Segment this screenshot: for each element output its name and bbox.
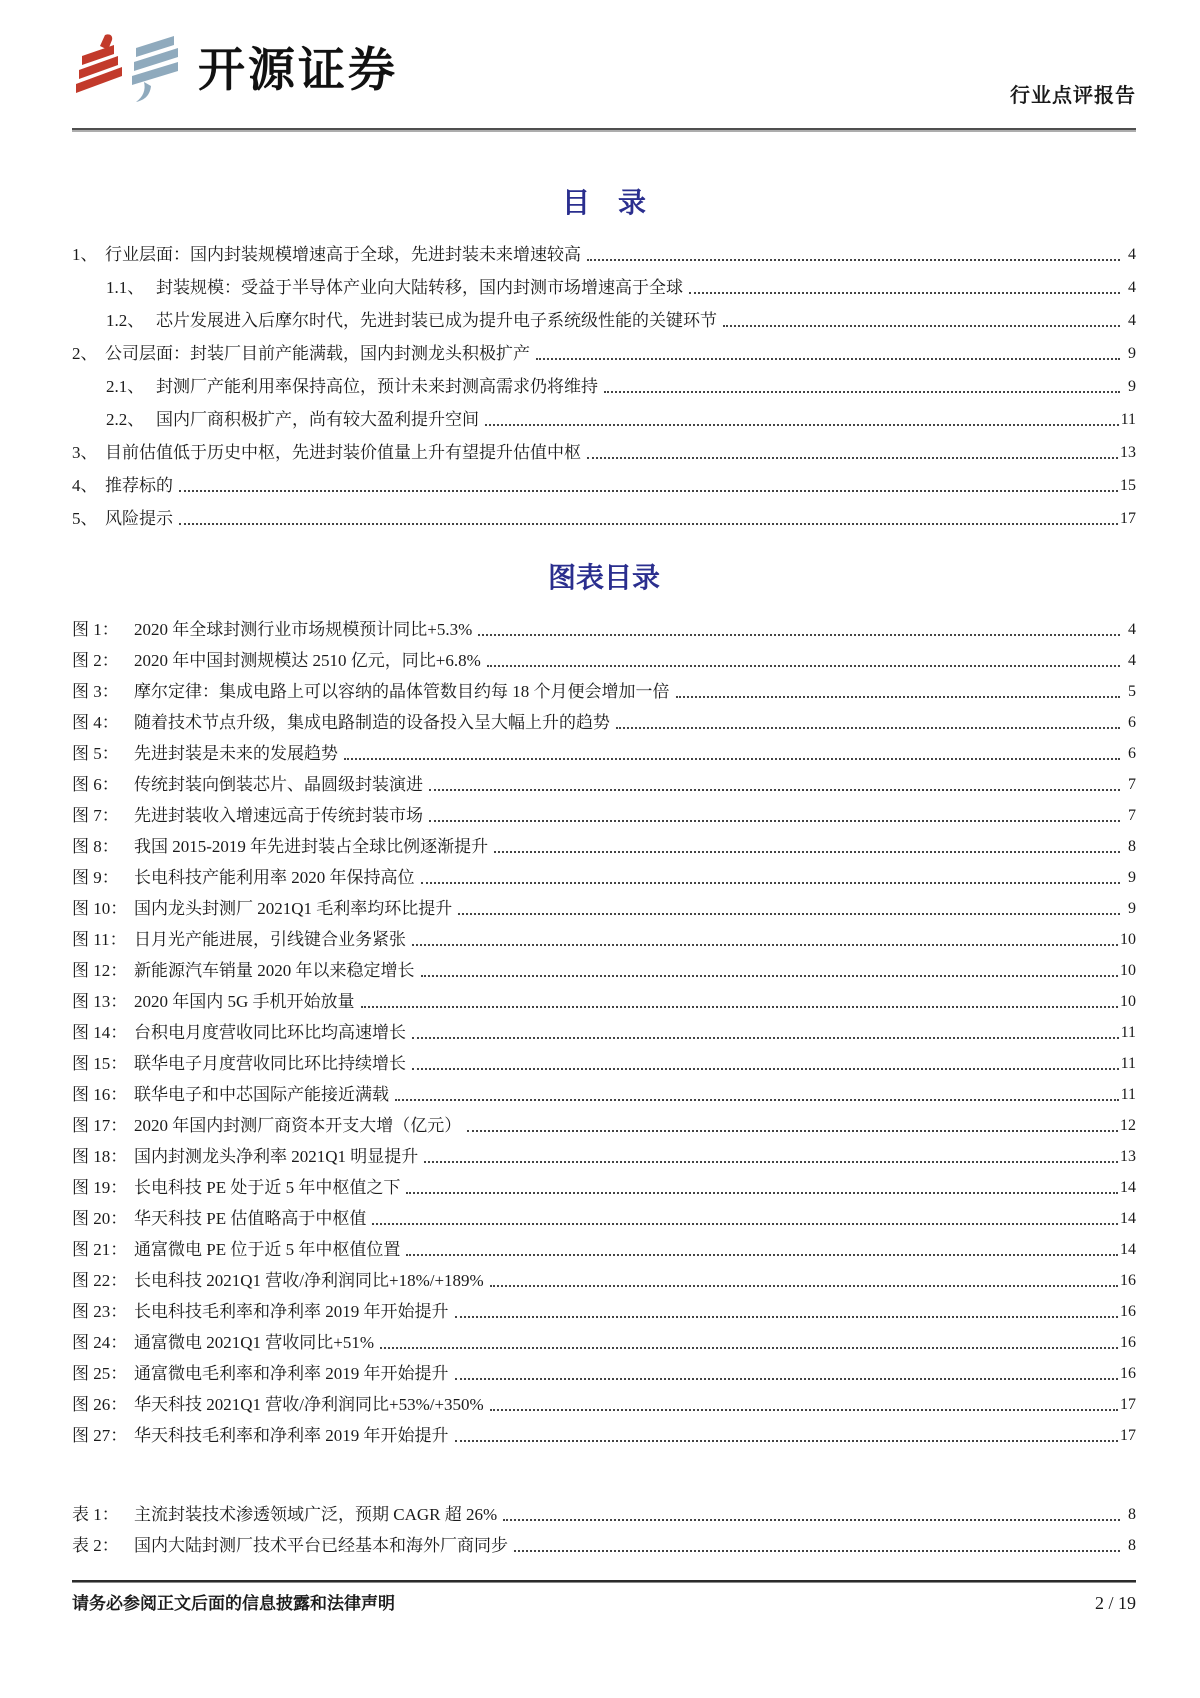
entry-label: 随着技术节点升级，集成电路制造的设备投入呈大幅上升的趋势: [134, 713, 610, 732]
entry-page-number: 11: [1120, 1086, 1136, 1103]
entry-number: 1、: [72, 245, 98, 264]
entry-label: 国内厂商积极扩产，尚有较大盈利提升空间: [156, 410, 479, 429]
entry-page-number: 10: [1120, 931, 1136, 948]
figure-list: [72, 619, 1136, 1446]
entry-page-number: 10: [1120, 962, 1136, 979]
figure-entry[interactable]: [72, 991, 1136, 1012]
entry-page-number: 17: [1120, 1396, 1136, 1413]
entry-number: 图 14：: [72, 1023, 128, 1042]
entry-label: 日月光产能进展，引线键合业务紧张: [134, 930, 406, 949]
dot-leader: [179, 523, 1118, 525]
table-entry[interactable]: [72, 1535, 1136, 1556]
entry-number: 图 19：: [72, 1178, 128, 1197]
dot-leader: [406, 1192, 1118, 1194]
figure-entry[interactable]: [72, 1177, 1136, 1198]
entry-label: 华天科技 2021Q1 营收/净利润同比+53%/+350%: [134, 1395, 484, 1414]
brand-name: 开源证券: [198, 43, 398, 96]
toc-entry[interactable]: [72, 343, 1136, 364]
table-entry[interactable]: [72, 1504, 1136, 1525]
dot-leader: [344, 758, 1120, 760]
figure-entry[interactable]: [72, 619, 1136, 640]
entry-page-number: 6: [1128, 714, 1136, 731]
figure-entry[interactable]: [72, 898, 1136, 919]
entry-label: 国内大陆封测厂技术平台已经基本和海外厂商同步: [134, 1536, 508, 1555]
entry-number: 4、: [72, 476, 98, 495]
entry-label: 联华电子月度营收同比环比持续增长: [134, 1054, 406, 1073]
figure-entry[interactable]: [72, 1394, 1136, 1415]
entry-label: 我国 2015-2019 年先进封装占全球比例逐渐提升: [134, 837, 489, 856]
entry-page-number: 16: [1120, 1303, 1136, 1320]
figure-entry[interactable]: [72, 836, 1136, 857]
figure-entry[interactable]: [72, 1270, 1136, 1291]
toc-entry[interactable]: [72, 442, 1136, 463]
dot-leader: [421, 882, 1121, 884]
entry-label: 行业层面：国内封装规模增速高于全球，先进封装未来增速较高: [105, 245, 581, 264]
entry-label: 2020 年国内封测厂商资本开支大增（亿元）: [134, 1116, 462, 1135]
dot-leader: [723, 325, 1120, 327]
entry-number: 2.2、: [106, 410, 145, 429]
toc-heading: 目 录: [561, 188, 646, 219]
dot-leader: [455, 1316, 1119, 1318]
entry-page-number: 17: [1120, 510, 1136, 527]
entry-label: 长电科技毛利率和净利率 2019 年开始提升: [134, 1302, 449, 1321]
dot-leader: [412, 944, 1118, 946]
entry-number: 图 8：: [72, 837, 119, 856]
toc-entry[interactable]: [72, 277, 1136, 298]
dot-leader: [179, 490, 1118, 492]
entry-number: 图 15：: [72, 1054, 128, 1073]
entry-label: 华天科技毛利率和净利率 2019 年开始提升: [134, 1426, 449, 1445]
toc-entry[interactable]: [72, 244, 1136, 265]
dot-leader: [424, 1161, 1118, 1163]
entry-number: 图 2：: [72, 651, 119, 670]
entry-number: 图 4：: [72, 713, 119, 732]
entry-page-number: 7: [1128, 807, 1136, 824]
entry-number: 图 20：: [72, 1209, 128, 1228]
entry-number: 图 1：: [72, 620, 119, 639]
entry-number: 图 26：: [72, 1395, 128, 1414]
entry-number: 1.1、: [106, 278, 145, 297]
entry-number: 图 13：: [72, 992, 128, 1011]
entry-number: 5、: [72, 509, 98, 528]
entry-page-number: 9: [1128, 869, 1136, 886]
entry-label: 先进封装收入增速远高于传统封装市场: [134, 806, 423, 825]
entry-page-number: 11: [1120, 1055, 1136, 1072]
entry-number: 图 11：: [72, 930, 127, 949]
figure-entry[interactable]: [72, 1084, 1136, 1105]
entry-label: 通富微电 2021Q1 营收同比+51%: [134, 1333, 375, 1352]
entry-page-number: 13: [1120, 1148, 1136, 1165]
entry-label: 2020 年全球封测行业市场规模预计同比+5.3%: [134, 620, 473, 639]
entry-label: 国内龙头封测厂 2021Q1 毛利率均环比提升: [134, 899, 453, 918]
entry-number: 图 17：: [72, 1116, 128, 1135]
figures-heading: 图表目录: [547, 563, 660, 594]
entry-number: 2.1、: [106, 377, 145, 396]
entry-number: 图 12：: [72, 961, 128, 980]
dot-leader: [361, 1006, 1118, 1008]
figure-entry[interactable]: [72, 1115, 1136, 1136]
entry-label: 2020 年国内 5G 手机开始放量: [134, 992, 355, 1011]
brand-logo: [72, 34, 398, 106]
entry-page-number: 7: [1128, 776, 1136, 793]
entry-number: 图 16：: [72, 1085, 128, 1104]
entry-page-number: 4: [1128, 621, 1136, 638]
dot-leader: [587, 457, 1118, 459]
dot-leader: [676, 696, 1121, 698]
dot-leader: [478, 634, 1120, 636]
entry-page-number: 6: [1128, 745, 1136, 762]
report-type-label: 行业点评报告: [1010, 85, 1136, 107]
figure-entry[interactable]: [72, 712, 1136, 733]
entry-page-number: 4: [1128, 652, 1136, 669]
footer-disclaimer: 请务必参阅正文后面的信息披露和法律声明: [72, 1594, 395, 1613]
entry-page-number: 13: [1120, 444, 1136, 461]
figure-entry[interactable]: [72, 681, 1136, 702]
dot-leader: [514, 1550, 1120, 1552]
entry-page-number: 12: [1120, 1117, 1136, 1134]
entry-label: 通富微电 PE 位于近 5 年中枢值位置: [134, 1240, 401, 1259]
entry-number: 图 18：: [72, 1147, 128, 1166]
entry-number: 2、: [72, 344, 98, 363]
dot-leader: [406, 1254, 1118, 1256]
dot-leader: [587, 259, 1120, 261]
entry-label: 主流封装技术渗透领域广泛，预期 CAGR 超 26%: [134, 1505, 498, 1524]
dot-leader: [503, 1519, 1120, 1521]
entry-label: 长电科技 PE 处于近 5 年中枢值之下: [134, 1178, 401, 1197]
figure-entry[interactable]: [72, 774, 1136, 795]
entry-page-number: 11: [1120, 411, 1136, 428]
entry-page-number: 16: [1120, 1365, 1136, 1382]
entry-page-number: 16: [1120, 1334, 1136, 1351]
toc-entry[interactable]: [72, 409, 1136, 430]
dot-leader: [485, 424, 1119, 426]
entry-number: 图 24：: [72, 1333, 128, 1352]
entry-page-number: 8: [1128, 838, 1136, 855]
dot-leader: [429, 789, 1120, 791]
dot-leader: [490, 1409, 1118, 1411]
entry-page-number: 14: [1120, 1179, 1136, 1196]
entry-number: 表 1：: [72, 1505, 119, 1524]
dot-leader: [429, 820, 1120, 822]
toc-entry[interactable]: [72, 310, 1136, 331]
entry-page-number: 17: [1120, 1427, 1136, 1444]
entry-page-number: 8: [1128, 1537, 1136, 1554]
toc-entry[interactable]: [72, 376, 1136, 397]
entry-number: 图 9：: [72, 868, 119, 887]
entry-label: 传统封装向倒装芯片、晶圆级封装演进: [134, 775, 423, 794]
entry-label: 新能源汽车销量 2020 年以来稳定增长: [134, 961, 415, 980]
table-list: [72, 1504, 1136, 1556]
figure-entry[interactable]: [72, 650, 1136, 671]
entry-number: 表 2：: [72, 1536, 119, 1555]
entry-label: 联华电子和中芯国际产能接近满载: [134, 1085, 389, 1104]
entry-number: 图 27：: [72, 1426, 128, 1445]
dot-leader: [689, 292, 1120, 294]
entry-number: 3、: [72, 443, 98, 462]
entry-label: 风险提示: [105, 509, 173, 528]
dot-leader: [412, 1068, 1119, 1070]
toc-entry[interactable]: [72, 508, 1136, 529]
entry-page-number: 9: [1128, 378, 1136, 395]
entry-page-number: 4: [1128, 246, 1136, 263]
entry-page-number: 15: [1120, 477, 1136, 494]
entry-number: 图 6：: [72, 775, 119, 794]
dot-leader: [455, 1378, 1119, 1380]
dot-leader: [616, 727, 1120, 729]
dot-leader: [395, 1099, 1119, 1101]
entry-number: 1.2、: [106, 311, 145, 330]
dot-leader: [494, 851, 1120, 853]
entry-number: 图 3：: [72, 682, 119, 701]
figure-entry[interactable]: [72, 743, 1136, 764]
entry-page-number: 11: [1120, 1024, 1136, 1041]
entry-number: 图 7：: [72, 806, 119, 825]
entry-label: 芯片发展进入后摩尔时代，先进封装已成为提升电子系统级性能的关键环节: [156, 311, 717, 330]
dot-leader: [455, 1440, 1119, 1442]
footer-rule: [72, 1580, 1136, 1583]
entry-label: 封装规模：受益于半导体产业向大陆转移，国内封测市场增速高于全球: [156, 278, 683, 297]
entry-number: 图 21：: [72, 1240, 128, 1259]
entry-page-number: 5: [1128, 683, 1136, 700]
entry-page-number: 10: [1120, 993, 1136, 1010]
entry-number: 图 22：: [72, 1271, 128, 1290]
entry-label: 长电科技 2021Q1 营收/净利润同比+18%/+189%: [134, 1271, 484, 1290]
header-rule: [72, 128, 1136, 132]
figure-entry[interactable]: [72, 1301, 1136, 1322]
figure-entry[interactable]: [72, 867, 1136, 888]
dot-leader: [458, 913, 1120, 915]
figure-entry[interactable]: [72, 1208, 1136, 1229]
page-header: [0, 0, 1200, 132]
entry-label: 2020 年中国封测规模达 2510 亿元，同比+6.8%: [134, 651, 481, 670]
entry-number: 图 25：: [72, 1364, 128, 1383]
figure-entry[interactable]: [72, 929, 1136, 950]
toc-list: [72, 244, 1136, 529]
dot-leader: [490, 1285, 1118, 1287]
dot-leader: [380, 1347, 1118, 1349]
entry-page-number: 8: [1128, 1506, 1136, 1523]
entry-label: 华天科技 PE 估值略高于中枢值: [134, 1209, 367, 1228]
entry-page-number: 14: [1120, 1210, 1136, 1227]
entry-label: 先进封装是未来的发展趋势: [134, 744, 338, 763]
entry-page-number: 14: [1120, 1241, 1136, 1258]
entry-label: 国内封测龙头净利率 2021Q1 明显提升: [134, 1147, 419, 1166]
figure-entry[interactable]: [72, 805, 1136, 826]
entry-number: 图 10：: [72, 899, 128, 918]
entry-label: 推荐标的: [105, 476, 173, 495]
entry-page-number: 4: [1128, 279, 1136, 296]
entry-label: 通富微电毛利率和净利率 2019 年开始提升: [134, 1364, 449, 1383]
dot-leader: [487, 665, 1120, 667]
figure-entry[interactable]: [72, 1425, 1136, 1446]
entry-number: 图 5：: [72, 744, 119, 763]
entry-page-number: 9: [1128, 900, 1136, 917]
entry-page-number: 9: [1128, 345, 1136, 362]
entry-label: 封测厂产能利用率保持高位，预计未来封测高需求仍将维持: [156, 377, 598, 396]
figure-entry[interactable]: [72, 960, 1136, 981]
figure-entry[interactable]: [72, 1022, 1136, 1043]
page-content: [0, 186, 1200, 1556]
figure-entry[interactable]: [72, 1053, 1136, 1074]
figure-entry[interactable]: [72, 1239, 1136, 1260]
entry-label: 摩尔定律：集成电路上可以容纳的晶体管数目约每 18 个月便会增加一倍: [134, 682, 670, 701]
toc-entry[interactable]: [72, 475, 1136, 496]
dot-leader: [421, 975, 1119, 977]
dot-leader: [604, 391, 1120, 393]
page-footer: [72, 1580, 1136, 1614]
entry-page-number: 4: [1128, 312, 1136, 329]
logo-stripes-icon: [72, 34, 184, 106]
page-number-indicator: 2 / 19: [1094, 1593, 1136, 1613]
entry-label: 公司层面：封装厂目前产能满载，国内封测龙头积极扩产: [105, 344, 530, 363]
figure-entry[interactable]: [72, 1146, 1136, 1167]
dot-leader: [372, 1223, 1118, 1225]
dot-leader: [467, 1130, 1118, 1132]
entry-label: 长电科技产能利用率 2020 年保持高位: [134, 868, 415, 887]
figure-entry[interactable]: [72, 1332, 1136, 1353]
entry-number: 图 23：: [72, 1302, 128, 1321]
entry-label: 台积电月度营收同比环比均高速增长: [134, 1023, 406, 1042]
entry-label: 目前估值低于历史中枢，先进封装价值量上升有望提升估值中枢: [105, 443, 581, 462]
figure-entry[interactable]: [72, 1363, 1136, 1384]
entry-page-number: 16: [1120, 1272, 1136, 1289]
dot-leader: [536, 358, 1120, 360]
dot-leader: [412, 1037, 1119, 1039]
